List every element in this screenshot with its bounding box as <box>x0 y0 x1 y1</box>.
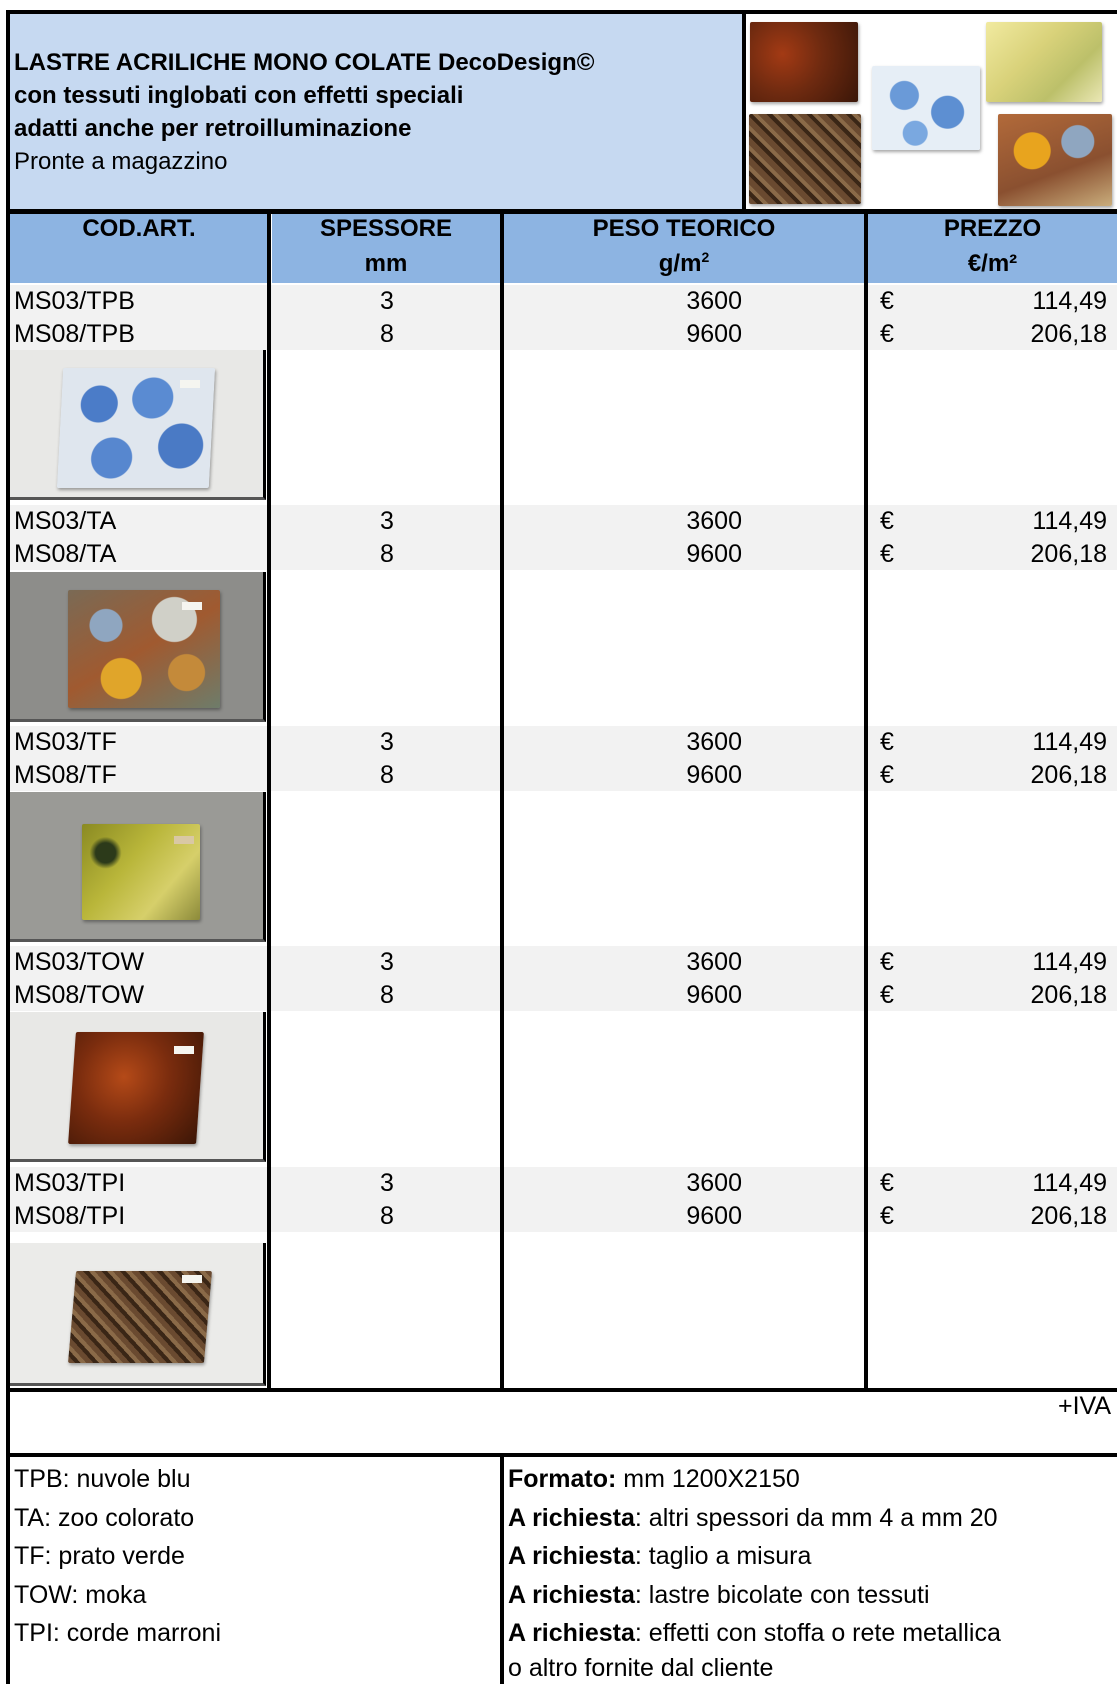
product-photo-tpi <box>10 1243 266 1386</box>
currency-symbol: € <box>880 287 894 315</box>
header-title-line-2: con tessuti inglobati con effetti speciali <box>14 82 464 109</box>
price-8mm: 206,18 <box>1030 761 1107 789</box>
thickness-8: 8 <box>380 540 394 568</box>
legend-item: TOW: moka <box>14 1581 147 1609</box>
column-divider-1 <box>267 210 271 1392</box>
footer-divider <box>500 1453 504 1684</box>
currency-symbol: € <box>880 540 894 568</box>
product-photo-tow <box>10 1012 266 1162</box>
thickness-3: 3 <box>380 507 394 535</box>
swatch-label-tag <box>180 380 200 388</box>
swatch-label-tag <box>182 602 202 610</box>
weight-8mm: 9600 <box>686 981 742 1009</box>
code-3mm: MS03/TPI <box>14 1169 126 1197</box>
weight-8mm: 9600 <box>686 761 742 789</box>
column-header-price: PREZZO <box>943 215 1042 242</box>
column-divider-3 <box>864 210 868 1392</box>
currency-symbol: € <box>880 320 894 348</box>
code-8mm: MS08/TF <box>14 761 117 789</box>
legend-item: TF: prato verde <box>14 1542 185 1570</box>
weight-3mm: 3600 <box>686 1169 742 1197</box>
code-8mm: MS08/TOW <box>14 981 145 1009</box>
price-3mm: 114,49 <box>1032 728 1107 756</box>
legend-item: TPB: nuvole blu <box>14 1465 191 1493</box>
code-3mm: MS03/TOW <box>14 948 145 976</box>
note-line: A richiesta: altri spessori da mm 4 a mm 20 <box>508 1504 998 1532</box>
price-3mm: 114,49 <box>1032 287 1107 315</box>
thickness-3: 3 <box>380 287 394 315</box>
column-header-code: COD.ART. <box>82 215 196 242</box>
column-header-weight: PESO TEORICO <box>592 215 776 242</box>
swatch-label-tag <box>182 1275 202 1283</box>
weight-8mm: 9600 <box>686 540 742 568</box>
header-subtitle: Pronte a magazzino <box>14 148 228 175</box>
price-8mm: 206,18 <box>1030 1202 1107 1230</box>
price-3mm: 114,49 <box>1032 1169 1107 1197</box>
weight-3mm: 3600 <box>686 948 742 976</box>
vat-note: +IVA <box>1058 1392 1112 1420</box>
footer-top-border <box>6 1453 1117 1457</box>
currency-symbol: € <box>880 507 894 535</box>
blue-clouds-sample <box>872 66 980 150</box>
note-line: o altro fornite dal cliente <box>508 1654 774 1682</box>
header-title-line-1: LASTRE ACRILICHE MONO COLATE DecoDesign© <box>14 49 595 76</box>
green-meadow-sample <box>986 22 1102 102</box>
product-photo-tf <box>10 792 266 942</box>
weight-3mm: 3600 <box>686 287 742 315</box>
brown-rope-swatch <box>68 1271 212 1363</box>
code-8mm: MS08/TPB <box>14 320 135 348</box>
currency-symbol: € <box>880 761 894 789</box>
thickness-3: 3 <box>380 948 394 976</box>
swatch-label-tag <box>174 1046 194 1054</box>
thickness-8: 8 <box>380 761 394 789</box>
product-photo-ta <box>10 572 266 722</box>
column-header-thickness: SPESSORE <box>319 215 453 242</box>
colorful-zoo-sample <box>998 114 1112 206</box>
thickness-8: 8 <box>380 1202 394 1230</box>
header-bottom-border <box>6 209 1117 214</box>
legend-item: TA: zoo colorato <box>14 1504 195 1532</box>
code-3mm: MS03/TF <box>14 728 117 756</box>
brown-rope-sample <box>749 114 861 204</box>
weight-8mm: 9600 <box>686 320 742 348</box>
note-line: A richiesta: lastre bicolate con tessuti <box>508 1581 930 1609</box>
moka-sample <box>750 22 858 102</box>
header-divider <box>742 10 746 212</box>
code-3mm: MS03/TA <box>14 507 117 535</box>
table-bottom-border <box>6 1388 1117 1392</box>
column-header-price-unit: €/m² <box>967 250 1018 277</box>
product-photo-tpb <box>10 350 266 500</box>
header-samples-image <box>746 14 1117 210</box>
border-top <box>6 10 1117 14</box>
weight-8mm: 9600 <box>686 1202 742 1230</box>
thickness-3: 3 <box>380 1169 394 1197</box>
column-header-thickness-unit: mm <box>364 250 408 277</box>
price-8mm: 206,18 <box>1030 320 1107 348</box>
weight-3mm: 3600 <box>686 728 742 756</box>
currency-symbol: € <box>880 981 894 1009</box>
code-3mm: MS03/TPB <box>14 287 135 315</box>
price-8mm: 206,18 <box>1030 540 1107 568</box>
note-line: A richiesta: effetti con stoffa o rete metallica <box>508 1619 1001 1647</box>
code-8mm: MS08/TA <box>14 540 117 568</box>
weight-3mm: 3600 <box>686 507 742 535</box>
header-title-line-3: adatti anche per retroilluminazione <box>14 115 412 142</box>
note-line: Formato: mm 1200X2150 <box>508 1465 800 1493</box>
swatch-label-tag <box>174 836 194 844</box>
currency-symbol: € <box>880 1202 894 1230</box>
border-left <box>6 10 10 1684</box>
column-divider-2 <box>500 210 504 1392</box>
currency-symbol: € <box>880 728 894 756</box>
legend-item: TPI: corde marroni <box>14 1619 222 1647</box>
thickness-8: 8 <box>380 981 394 1009</box>
price-3mm: 114,49 <box>1032 507 1107 535</box>
thickness-3: 3 <box>380 728 394 756</box>
column-header-weight-unit: $g/m^2$ <box>658 249 710 277</box>
price-3mm: 114,49 <box>1032 948 1107 976</box>
currency-symbol: € <box>880 948 894 976</box>
thickness-8: 8 <box>380 320 394 348</box>
currency-symbol: € <box>880 1169 894 1197</box>
code-8mm: MS08/TPI <box>14 1202 126 1230</box>
price-8mm: 206,18 <box>1030 981 1107 1009</box>
note-line: A richiesta: taglio a misura <box>508 1542 812 1570</box>
